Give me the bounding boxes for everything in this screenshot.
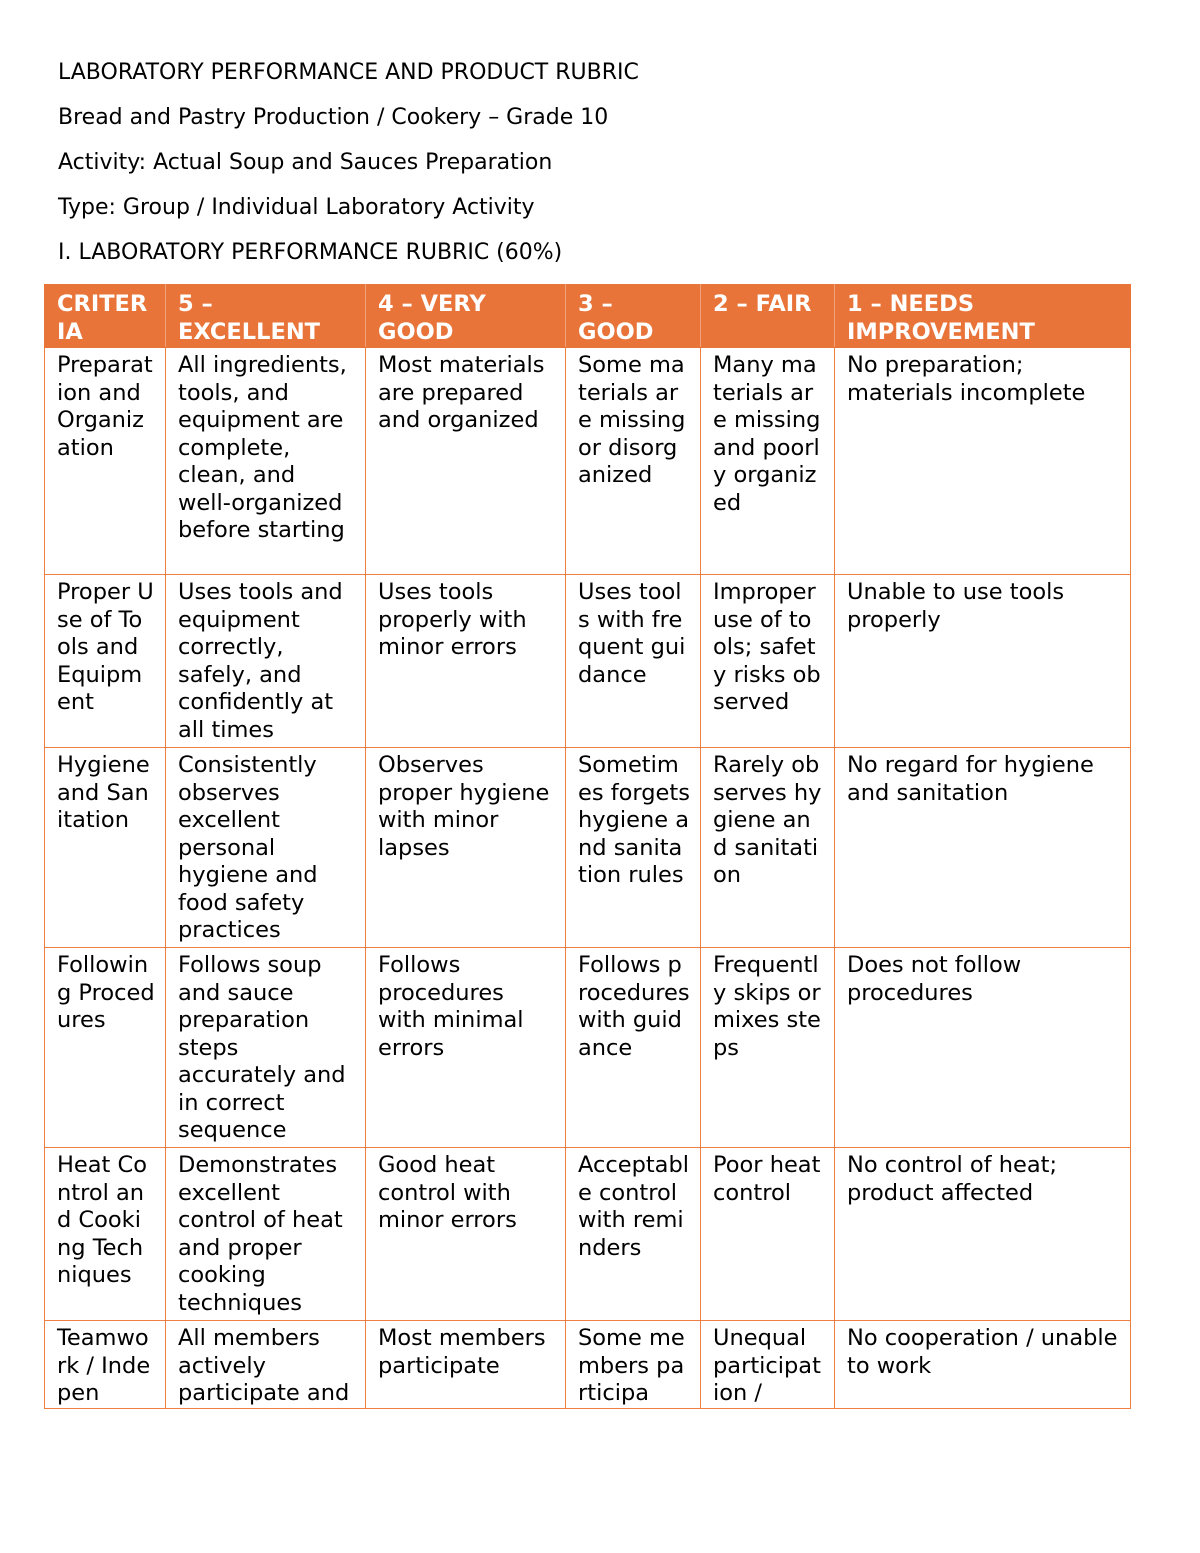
needs-improvement-cell: No control of heat; product affected bbox=[835, 1148, 1131, 1321]
excellent-cell: Follows soup and sauce preparation steps accurately and in correct sequence bbox=[166, 948, 366, 1148]
very-good-cell: Follows procedures with minimal errors bbox=[366, 948, 566, 1148]
criteria-cell: Heat Control and Cooking Techniques bbox=[45, 1148, 166, 1321]
fair-cell: Improper use of tools; safety risks observed bbox=[701, 575, 835, 748]
needs-improvement-cell: No regard for hygiene and sanitation bbox=[835, 748, 1131, 948]
needs-improvement-cell: Unable to use tools properly bbox=[835, 575, 1131, 748]
table-row bbox=[45, 1321, 1131, 1409]
good-cell: Uses tools with frequent guidance bbox=[566, 575, 701, 748]
criteria-cell: Proper Use of Tools and Equipment bbox=[45, 575, 166, 748]
very-good-cell: Uses tools properly with minor errors bbox=[366, 575, 566, 748]
document-title: LABORATORY PERFORMANCE AND PRODUCT RUBRIC bbox=[58, 60, 639, 85]
criteria-cell: Hygiene and Sanitation bbox=[45, 748, 166, 948]
document-header bbox=[58, 58, 1138, 283]
excellent-cell: Uses tools and equipment correctly, safely, and confidently at all times bbox=[166, 575, 366, 748]
good-cell: Sometimes forgets hygiene and sanitation rules bbox=[566, 748, 701, 948]
activity-line: Activity: Actual Soup and Sauces Preparation bbox=[58, 150, 553, 175]
header-criteria: CRITERIA bbox=[45, 285, 166, 348]
needs-improvement-cell: No cooperation / unable to work bbox=[835, 1321, 1131, 1409]
header-needs-improvement: 1 – NEEDS IMPROVEMENT bbox=[835, 285, 1131, 348]
criteria-cell: Preparation and Organization bbox=[45, 348, 166, 575]
table-row bbox=[45, 348, 1131, 575]
header-excellent: 5 – EXCELLENT bbox=[166, 285, 366, 348]
header-very-good: 4 – VERY GOOD bbox=[366, 285, 566, 348]
needs-improvement-cell: Does not follow procedures bbox=[835, 948, 1131, 1148]
table-header-row bbox=[45, 285, 1131, 348]
good-cell: Follows procedures with guidance bbox=[566, 948, 701, 1148]
type-line: Type: Group / Individual Laboratory Activity bbox=[58, 195, 535, 220]
excellent-cell: Demonstrates excellent control of heat and proper cooking techniques bbox=[166, 1148, 366, 1321]
rubric-table bbox=[44, 284, 1131, 1409]
very-good-cell: Most members participate bbox=[366, 1321, 566, 1409]
fair-cell: Frequently skips or mixes steps bbox=[701, 948, 835, 1148]
header-good: 3 – GOOD bbox=[566, 285, 701, 348]
very-good-cell: Most materials are prepared and organized bbox=[366, 348, 566, 575]
needs-improvement-cell: No preparation; materials incomplete bbox=[835, 348, 1131, 575]
excellent-cell: All members actively participate and bbox=[166, 1321, 366, 1409]
section-heading: I. LABORATORY PERFORMANCE RUBRIC (60%) bbox=[58, 240, 563, 265]
fair-cell: Rarely observes hygiene and sanitation bbox=[701, 748, 835, 948]
very-good-cell: Observes proper hygiene with minor lapses bbox=[366, 748, 566, 948]
good-cell: Acceptable control with reminders bbox=[566, 1148, 701, 1321]
table-row bbox=[45, 748, 1131, 948]
table-row bbox=[45, 1148, 1131, 1321]
table-row bbox=[45, 948, 1131, 1148]
fair-cell: Unequal participation / bbox=[701, 1321, 835, 1409]
header-fair: 2 – FAIR bbox=[701, 285, 835, 348]
excellent-cell: All ingredients, tools, and equipment are complete, clean, and well-organized before starting bbox=[166, 348, 366, 575]
good-cell: Some materials are missing or disorganized bbox=[566, 348, 701, 575]
excellent-cell: Consistently observes excellent personal hygiene and food safety practices bbox=[166, 748, 366, 948]
good-cell: Some members participa bbox=[566, 1321, 701, 1409]
subject-line: Bread and Pastry Production / Cookery – Grade 10 bbox=[58, 105, 609, 130]
very-good-cell: Good heat control with minor errors bbox=[366, 1148, 566, 1321]
criteria-cell: Teamwork / Indepen bbox=[45, 1321, 166, 1409]
criteria-cell: Following Procedures bbox=[45, 948, 166, 1148]
fair-cell: Poor heat control bbox=[701, 1148, 835, 1321]
fair-cell: Many materials are missing and poorly organized bbox=[701, 348, 835, 575]
table-row bbox=[45, 575, 1131, 748]
